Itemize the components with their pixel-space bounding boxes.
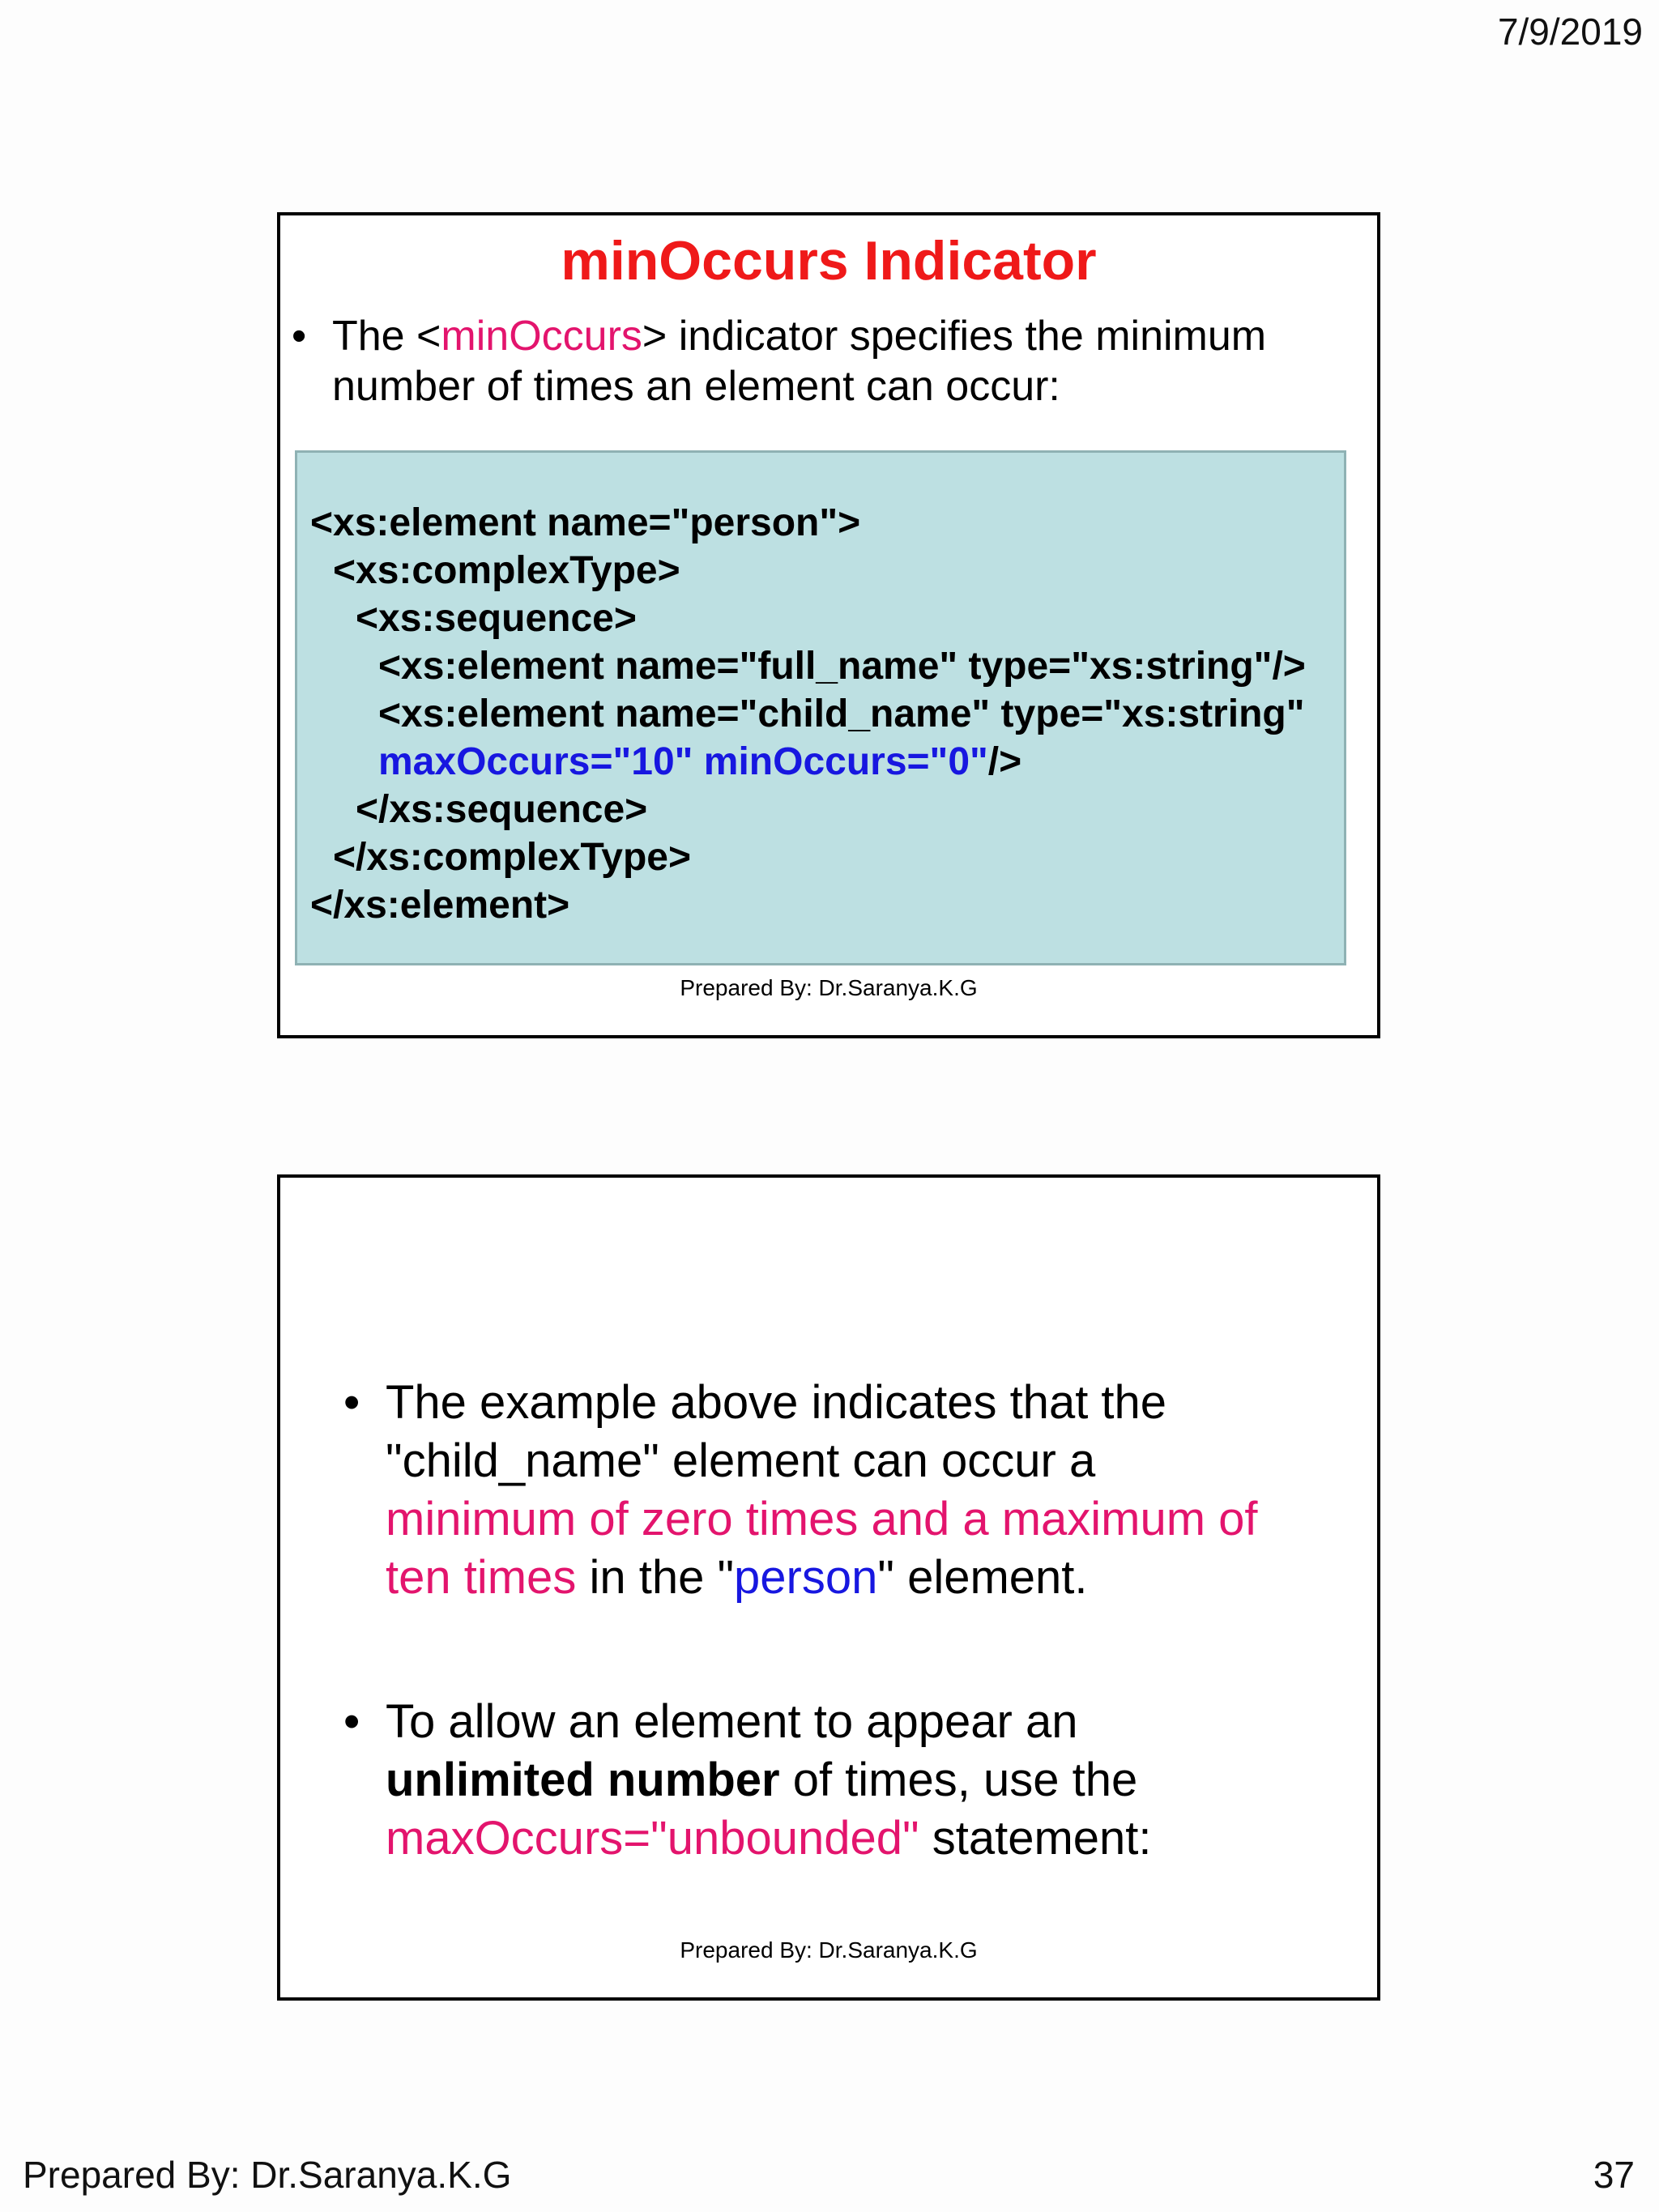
- code-line-1: <xs:element name="person">: [310, 501, 861, 544]
- slide-footer: Prepared By: Dr.Saranya.K.G: [680, 975, 978, 1000]
- page-number: 37: [1593, 2154, 1635, 2196]
- bullet1-line-1: The example above indicates that the: [386, 1376, 1167, 1429]
- bullet-dot: •: [343, 1695, 360, 1748]
- max-min-occurs-attrs: maxOccurs="10" minOccurs="0": [378, 740, 988, 783]
- slide-explanation: [277, 1174, 1380, 2001]
- bullet-dot: •: [343, 1376, 360, 1429]
- person-term: person: [734, 1551, 878, 1604]
- bullet-dot: •: [292, 313, 307, 360]
- explanation-bullet-2: [343, 1693, 1358, 1868]
- code-line-2: <xs:complexType>: [333, 549, 680, 592]
- code-line-7: </xs:sequence>: [356, 788, 648, 831]
- page-date: 7/9/2019: [1497, 11, 1643, 53]
- slide-title: minOccurs Indicator: [561, 230, 1097, 292]
- bullet1-line-2: "child_name" element can occur a: [386, 1434, 1096, 1487]
- code-line-3: <xs:sequence>: [356, 597, 637, 640]
- unlimited-number-term: unlimited number: [386, 1754, 780, 1806]
- code-line-8: </xs:complexType>: [333, 836, 691, 879]
- min-occurs-term: minOccurs: [441, 313, 642, 360]
- page-footer: Prepared By: Dr.Saranya.K.G: [23, 2154, 512, 2196]
- code-line-4: <xs:element name="full_name" type="xs:string"/>: [378, 645, 1306, 688]
- bullet1-line-3: minimum of zero times and a maximum of: [386, 1493, 1258, 1545]
- bullet2-line-2: unlimited number of times, use the: [386, 1754, 1138, 1806]
- intro-line-1: The <minOccurs> indicator specifies the minimum: [332, 313, 1267, 360]
- slide-footer: Prepared By: Dr.Saranya.K.G: [680, 1937, 978, 1963]
- intro-line-2: number of times an element can occur:: [332, 363, 1060, 410]
- code-example: [295, 450, 1346, 965]
- code-line-5: <xs:element name="child_name" type="xs:string": [378, 693, 1305, 735]
- bullet2-line-3: maxOccurs="unbounded" statement:: [386, 1812, 1152, 1865]
- code-line-6: maxOccurs="10" minOccurs="0"/>: [378, 740, 1022, 783]
- bullet1-line-4: ten times in the "person" element.: [386, 1551, 1088, 1604]
- intro-bullet: [292, 311, 1353, 411]
- code-line-9: </xs:element>: [310, 884, 570, 927]
- unbounded-term: maxOccurs="unbounded": [386, 1812, 919, 1865]
- bullet2-line-1: To allow an element to appear an: [386, 1695, 1078, 1748]
- explanation-bullet-1: [343, 1374, 1358, 1607]
- slide-min-occurs: [277, 212, 1380, 1038]
